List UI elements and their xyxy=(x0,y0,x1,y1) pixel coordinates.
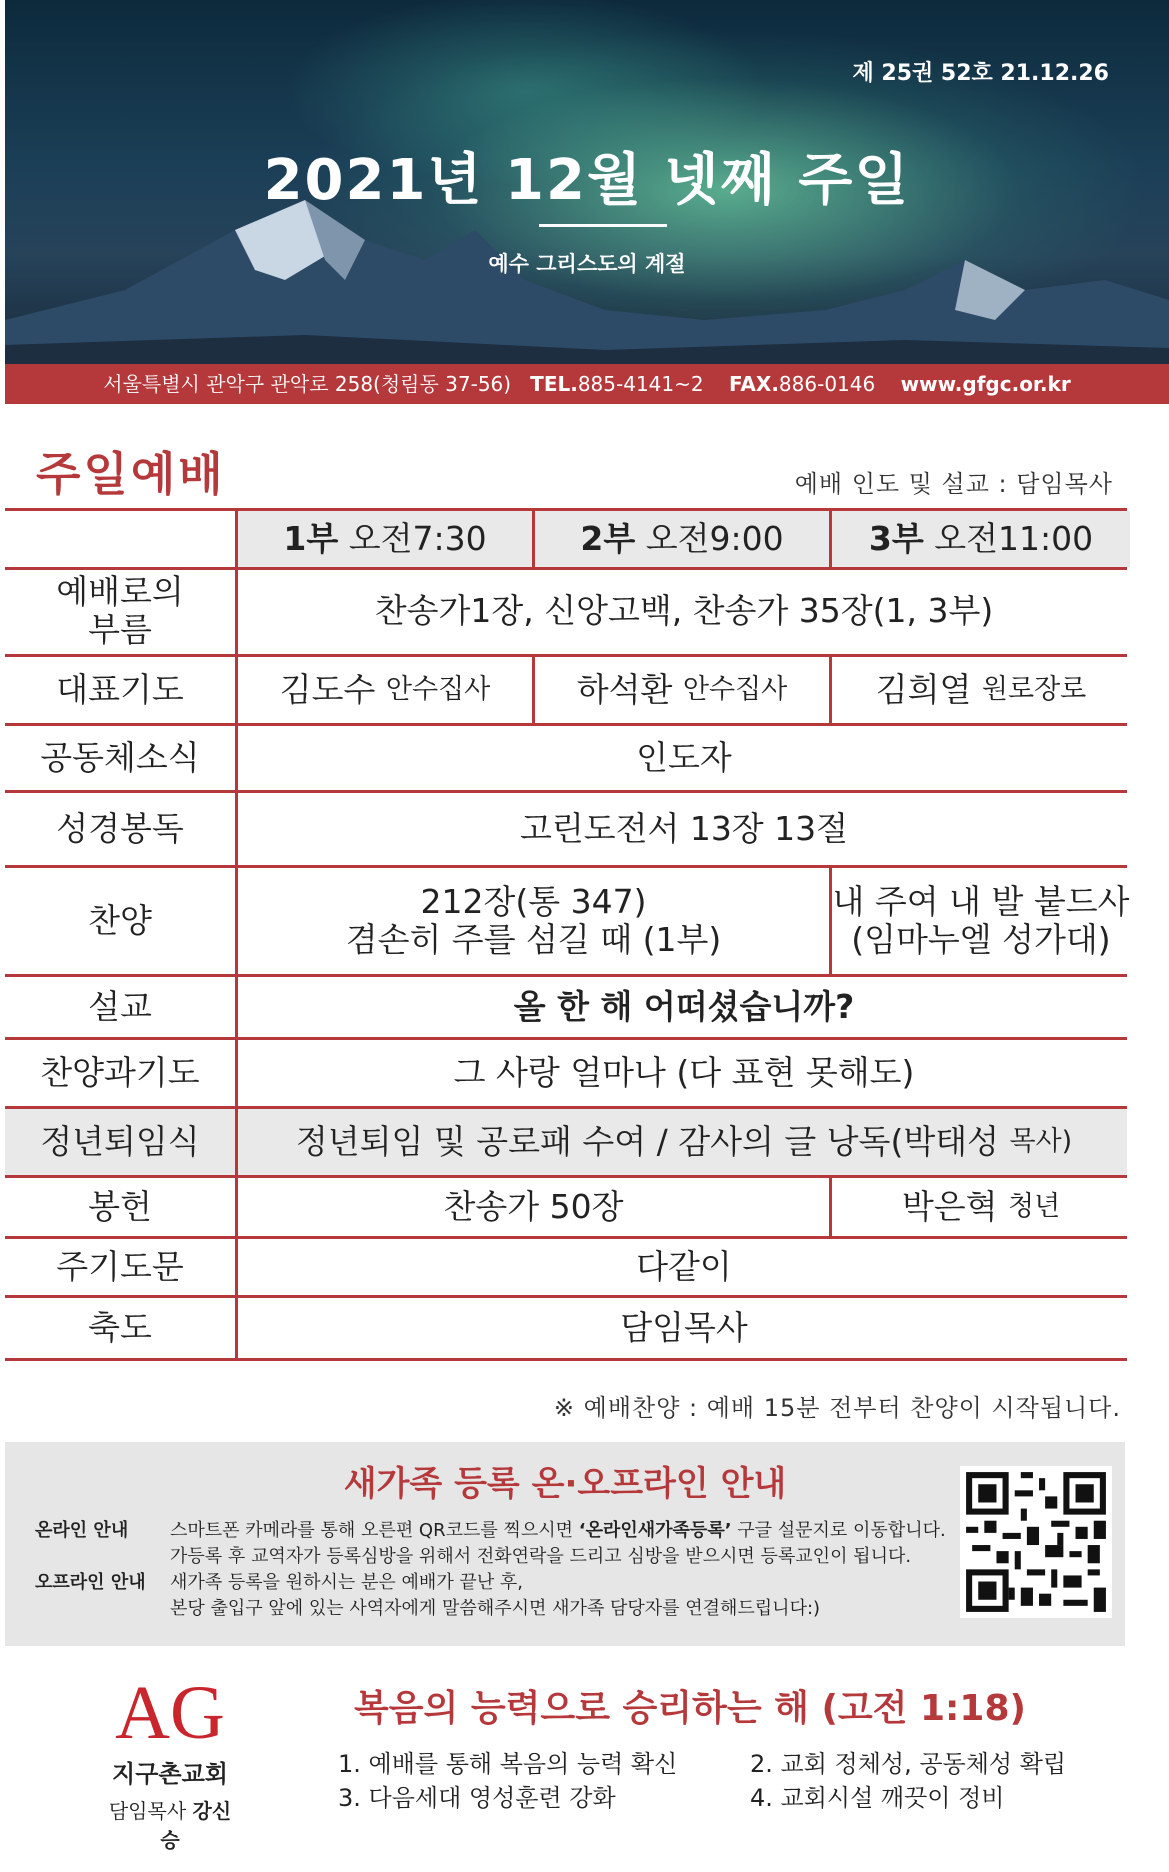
table-row xyxy=(5,1109,1127,1178)
praise-hymn: 212장(통 347) 겸손히 주를 섬길 때 (1부) xyxy=(235,868,829,974)
newcomer-info-box xyxy=(5,1442,1125,1646)
offering-hymn: 찬송가 50장 xyxy=(235,1178,829,1236)
prayer-3: 김희열 원로장로 xyxy=(829,657,1130,723)
table-row xyxy=(5,726,1127,793)
newcomer-title: 새가족 등록 온·오프라인 안내 xyxy=(343,1464,787,1504)
online-text-2: 가등록 후 교역자가 등록심방을 위해서 전화연락을 드리고 심방을 받으시면 등록교인이 됩니다. xyxy=(170,1546,912,1567)
goal-item: 4. 교회시설 깨끗이 정비 xyxy=(750,1784,1005,1812)
lords-prayer: 다같이 xyxy=(235,1239,1130,1295)
row-label: 설교 xyxy=(88,987,152,1027)
table-row xyxy=(5,1239,1127,1298)
row-label: 성경봉독 xyxy=(56,809,184,849)
table-row xyxy=(5,1178,1127,1239)
online-label: 온라인 안내 xyxy=(35,1520,129,1541)
prayer-1: 김도수 안수집사 xyxy=(235,657,532,723)
offline-text-1: 새가족 등록을 원하시는 분은 예배가 끝난 후, xyxy=(170,1572,524,1593)
row-label: 대표기도 xyxy=(56,670,184,710)
church-logo xyxy=(100,1676,240,1853)
bulletin-title: 2021년 12월 넷째 주일 xyxy=(263,148,911,213)
header-part1: 1부 오전7:30 xyxy=(235,511,532,567)
row-label: 찬양과기도 xyxy=(40,1053,200,1093)
benediction: 담임목사 xyxy=(235,1298,1130,1358)
issue-number: 제 25권 52호 21.12.26 xyxy=(852,61,1109,86)
fax-label: FAX. xyxy=(729,372,779,396)
row-label: 찬양 xyxy=(88,901,152,941)
table-header-row xyxy=(5,508,1127,570)
table-row xyxy=(5,1298,1127,1361)
church-name: 지구촌교회 xyxy=(112,1760,228,1788)
table-row xyxy=(5,657,1127,726)
ag-logo-icon xyxy=(115,1676,225,1746)
website-link[interactable]: www.gfgc.or.kr xyxy=(900,372,1071,396)
header-part3: 3부 오전11:00 xyxy=(829,511,1130,567)
row-label: 예배로의 부름 xyxy=(56,571,184,649)
sermon-title: 올 한 해 어떠셨습니까? xyxy=(235,977,1130,1037)
table-row xyxy=(5,567,1127,657)
senior-pastor: 담임목사 강신승 xyxy=(108,1799,232,1852)
goal-item: 2. 교회 정체성, 공동체성 확립 xyxy=(750,1750,1067,1778)
year-theme: 복음의 능력으로 승리하는 해 (고전 1:18) xyxy=(354,1688,1026,1729)
row-label: 공동체소식 xyxy=(40,738,200,778)
goal-item: 3. 다음세대 영성훈련 강화 xyxy=(338,1784,616,1812)
prayer-2: 하석환 안수집사 xyxy=(532,657,829,723)
worship-footnote: ※ 예배찬양 : 예배 15분 전부터 찬양이 시작됩니다. xyxy=(553,1394,1121,1422)
retirement-ceremony: 정년퇴임 및 공로패 수여 / 감사의 글 낭독(박태성 목사) xyxy=(235,1109,1130,1175)
row-label: 봉헌 xyxy=(88,1187,152,1227)
tel-label: TEL. xyxy=(530,372,578,396)
offline-text-2: 본당 출입구 앞에 있는 사역자에게 말씀해주시면 새가족 담당자를 연결해드립니다:) xyxy=(170,1598,821,1619)
svg-text:AG: AG xyxy=(115,1676,225,1746)
season-subtitle: 예수 그리스도의 계절 xyxy=(488,252,686,276)
online-text-1: 스마트폰 카메라를 통해 오른편 QR코드를 찍으시면 ‘온라인새가족등록’ 구글 설문지로 이동합니다. xyxy=(170,1520,946,1541)
community-news: 인도자 xyxy=(235,726,1130,790)
goal-item: 1. 예배를 통해 복음의 능력 확신 xyxy=(338,1750,678,1778)
qr-code[interactable] xyxy=(960,1466,1112,1618)
section-title: 주일예배 xyxy=(36,447,226,501)
offering-leader: 박은혁 청년 xyxy=(829,1178,1130,1236)
header-part2: 2부 오전9:00 xyxy=(532,511,829,567)
header-banner xyxy=(5,0,1169,364)
call-to-worship: 찬송가1장, 신앙고백, 찬송가 35장(1, 3부) xyxy=(235,567,1130,654)
contact-bar xyxy=(5,364,1169,404)
tel-number: 885-4141~2 xyxy=(577,372,704,396)
row-label: 축도 xyxy=(88,1308,152,1348)
hymn-prayer: 그 사랑 얼마나 (다 표현 못해도) xyxy=(235,1040,1130,1106)
title-divider xyxy=(539,224,667,227)
praise-choir: 내 주여 내 발 붙드사 (임마누엘 성가대) xyxy=(829,868,1130,974)
scripture-reading: 고린도전서 13장 13절 xyxy=(235,793,1130,865)
table-row xyxy=(5,977,1127,1040)
table-row xyxy=(5,793,1127,868)
church-address: 서울특별시 관악구 관악로 258(청림동 37-56) xyxy=(103,372,512,396)
fax-number: 886-0146 xyxy=(778,372,876,396)
offline-label: 오프라인 안내 xyxy=(35,1572,146,1593)
leader-note: 예배 인도 및 설교 : 담임목사 xyxy=(794,470,1113,498)
row-label: 정년퇴임식 xyxy=(40,1122,200,1162)
row-label: 주기도문 xyxy=(56,1247,184,1287)
table-row xyxy=(5,868,1130,977)
table-row xyxy=(5,1040,1127,1109)
